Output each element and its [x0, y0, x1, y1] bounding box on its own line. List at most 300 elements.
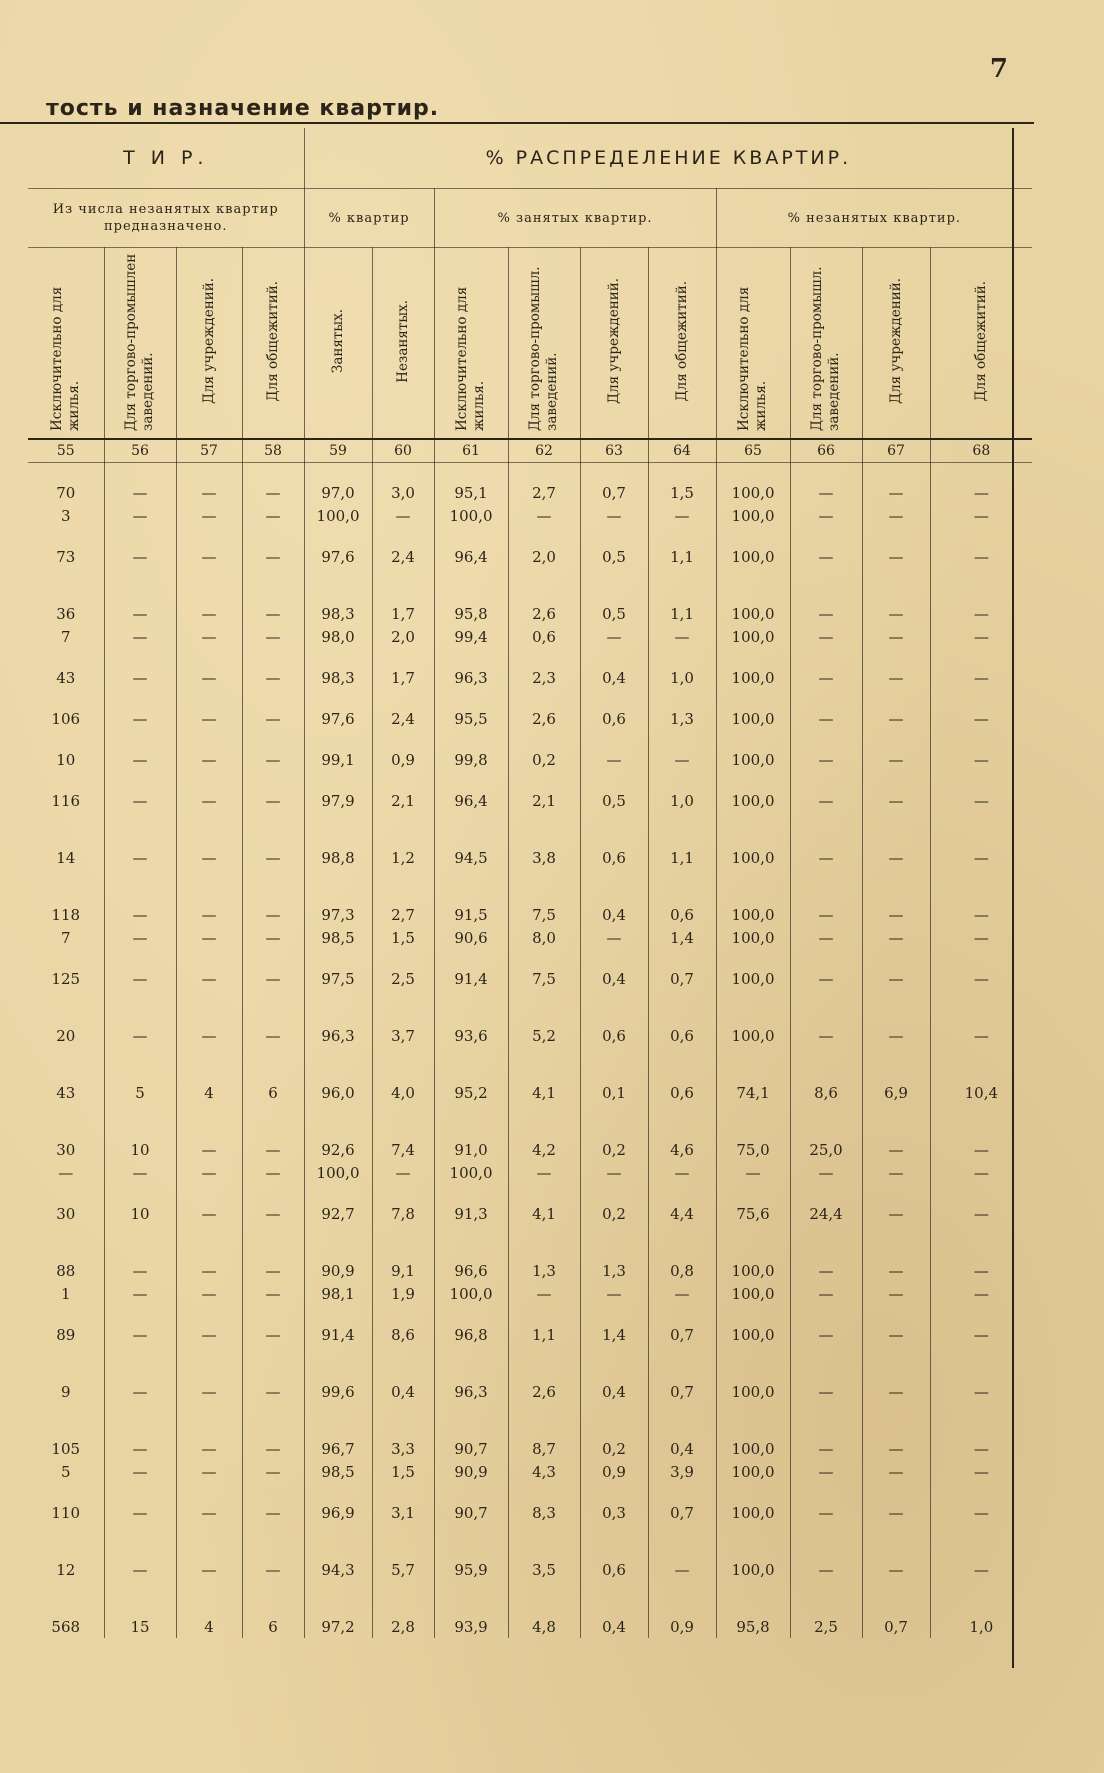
table-cell: 20	[28, 1024, 104, 1047]
table-cell: —	[508, 504, 580, 527]
table-cell: 92,7	[304, 1202, 372, 1225]
spacer-cell	[648, 1184, 716, 1202]
table-cell: 1,9	[372, 1282, 434, 1305]
spacer-cell	[790, 730, 862, 748]
column-header	[580, 248, 648, 440]
table-cell: 0,6	[508, 625, 580, 648]
spacer-cell	[716, 949, 790, 967]
table-cell: —	[28, 1161, 104, 1184]
spacer-cell	[304, 1104, 372, 1138]
spacer-cell	[508, 689, 580, 707]
table-cell: 95,1	[434, 481, 508, 504]
table-cell: —	[973, 791, 989, 810]
table-cell: 100,0	[716, 1380, 790, 1403]
table-cell: —	[790, 926, 862, 949]
table-cell: —	[790, 707, 862, 730]
table-cell: —	[242, 707, 304, 730]
table-cell: 1,4	[580, 1323, 648, 1346]
spacer-cell	[304, 1047, 372, 1081]
spacer-cell	[580, 1305, 648, 1323]
spacer-cell	[434, 568, 508, 602]
spacer-cell	[176, 463, 242, 482]
spacer-cell	[104, 1483, 176, 1501]
header-group-left: Т И Р.	[28, 128, 304, 189]
spacer-cell	[862, 1524, 930, 1558]
table-cell: —	[862, 602, 930, 625]
column-header	[28, 248, 104, 440]
column-header-label: Для общежитий.	[972, 280, 989, 402]
spacer-cell	[716, 869, 790, 903]
spacer-cell	[716, 1184, 790, 1202]
spacer-cell	[716, 527, 790, 545]
spacer-cell	[176, 1184, 242, 1202]
table-cell: 8,6	[790, 1081, 862, 1104]
column-header	[790, 248, 862, 440]
table-cell: 36	[28, 602, 104, 625]
spacer-cell	[508, 1483, 580, 1501]
spacer-cell	[242, 568, 304, 602]
table-cell: 5,2	[508, 1024, 580, 1047]
table-cell: 1,3	[648, 707, 716, 730]
spacer-cell	[434, 1483, 508, 1501]
spacer-cell	[790, 689, 862, 707]
spacer-cell	[930, 527, 1032, 545]
column-number: 64	[648, 439, 716, 463]
spacer-cell	[580, 812, 648, 846]
table-cell: 91,3	[434, 1202, 508, 1225]
spacer-cell	[104, 527, 176, 545]
table-cell: 1,0	[648, 666, 716, 689]
spacer-cell	[242, 869, 304, 903]
table-cell: —	[104, 748, 176, 771]
spacer-cell	[372, 771, 434, 789]
table-cell: —	[862, 1323, 930, 1346]
column-number: 62	[508, 439, 580, 463]
table-cell: 100,0	[716, 1259, 790, 1282]
table-cell: 100,0	[716, 903, 790, 926]
table-row	[28, 602, 1032, 625]
spacer-cell	[716, 1581, 790, 1615]
table-cell: 98,5	[304, 1460, 372, 1483]
table-cell: 12	[28, 1558, 104, 1581]
table-cell: —	[862, 748, 930, 771]
spacer-cell	[508, 1346, 580, 1380]
row-spacer	[28, 689, 1032, 707]
table-cell: 100,0	[434, 504, 508, 527]
spacer-cell	[176, 527, 242, 545]
spacer-cell	[508, 648, 580, 666]
spacer-cell	[716, 1225, 790, 1259]
spacer-cell	[104, 1104, 176, 1138]
column-number: 63	[580, 439, 648, 463]
spacer-cell	[580, 527, 648, 545]
spacer-cell	[242, 1403, 304, 1437]
table-row	[28, 1460, 1032, 1483]
table-cell: 110	[28, 1501, 104, 1524]
table-cell: —	[973, 1140, 989, 1159]
table-cell: 2,6	[508, 1380, 580, 1403]
table-cell: 100,0	[716, 967, 790, 990]
spacer-cell	[508, 527, 580, 545]
table-cell: —	[104, 602, 176, 625]
table-cell: 1,5	[648, 481, 716, 504]
table-cell: —	[790, 602, 862, 625]
table-cell: —	[176, 545, 242, 568]
table-cell: —	[176, 625, 242, 648]
table-cell: 100,0	[716, 1024, 790, 1047]
spacer-cell	[372, 949, 434, 967]
table-cell: —	[862, 1437, 930, 1460]
table-cell: —	[176, 967, 242, 990]
table-cell: 96,3	[434, 666, 508, 689]
table-cell: 4	[176, 1081, 242, 1104]
spacer-cell	[790, 463, 862, 482]
table-cell: —	[580, 1161, 648, 1184]
table-cell: 6	[242, 1081, 304, 1104]
spacer-cell	[176, 1581, 242, 1615]
table-row	[28, 1282, 1032, 1305]
table-cell: 90,6	[434, 926, 508, 949]
spacer-cell	[304, 1524, 372, 1558]
table-cell: —	[176, 1460, 242, 1483]
table-cell: 4	[176, 1615, 242, 1638]
spacer-cell	[434, 648, 508, 666]
table-cell: 98,0	[304, 625, 372, 648]
table-cell: —	[790, 1437, 862, 1460]
table-cell: —	[790, 1161, 862, 1184]
spacer-cell	[862, 1483, 930, 1501]
spacer-cell	[930, 730, 1032, 748]
spacer-cell	[104, 771, 176, 789]
table-cell: 1,7	[372, 666, 434, 689]
table-cell: —	[790, 1259, 862, 1282]
header-group-right: % РАСПРЕДЕЛЕНИЕ КВАРТИР.	[304, 128, 1032, 189]
table-cell: 1,4	[648, 926, 716, 949]
spacer-cell	[930, 990, 1032, 1024]
spacer-cell	[508, 812, 580, 846]
table-cell: —	[973, 1026, 989, 1045]
table-cell: —	[176, 1558, 242, 1581]
table-cell: 2,5	[372, 967, 434, 990]
table-cell: 10	[28, 748, 104, 771]
spacer-cell	[372, 689, 434, 707]
spacer-cell	[930, 463, 1032, 482]
spacer-cell	[790, 812, 862, 846]
spacer-cell	[716, 812, 790, 846]
table-cell: 0,4	[580, 903, 648, 926]
table-cell: —	[790, 1501, 862, 1524]
row-spacer	[28, 949, 1032, 967]
table-cell: —	[790, 967, 862, 990]
spacer-cell	[862, 1225, 930, 1259]
table-cell: 97,9	[304, 789, 372, 812]
table-cell: 2,7	[372, 903, 434, 926]
table-cell: —	[862, 1460, 930, 1483]
spacer-cell	[28, 869, 104, 903]
table-row	[28, 545, 1032, 568]
table-cell: —	[176, 1501, 242, 1524]
table-cell: —	[104, 1437, 176, 1460]
table-cell: 91,0	[434, 1138, 508, 1161]
row-spacer	[28, 730, 1032, 748]
spacer-cell	[176, 949, 242, 967]
spacer-cell	[716, 689, 790, 707]
spacer-cell	[242, 1346, 304, 1380]
spacer-cell	[176, 1305, 242, 1323]
spacer-cell	[104, 730, 176, 748]
table-cell: 94,3	[304, 1558, 372, 1581]
table-cell: —	[790, 789, 862, 812]
spacer-cell	[930, 812, 1032, 846]
spacer-cell	[176, 1225, 242, 1259]
spacer-cell	[104, 1346, 176, 1380]
table-cell: —	[104, 666, 176, 689]
spacer-cell	[930, 1403, 1032, 1437]
table-cell: —	[790, 625, 862, 648]
spacer-cell	[28, 730, 104, 748]
table-cell: 7,5	[508, 903, 580, 926]
column-header-label: Для торгово-промышлен заведений.	[123, 253, 156, 431]
table-cell: —	[862, 1501, 930, 1524]
table-cell: 4,0	[372, 1081, 434, 1104]
spacer-cell	[508, 771, 580, 789]
spacer-cell	[304, 949, 372, 967]
table-cell: 70	[28, 481, 104, 504]
table-cell: 100,0	[716, 748, 790, 771]
table-cell: 4,2	[508, 1138, 580, 1161]
spacer-cell	[790, 990, 862, 1024]
table-cell: 95,2	[434, 1081, 508, 1104]
spacer-cell	[508, 1184, 580, 1202]
table-cell: 3,1	[372, 1501, 434, 1524]
table-cell: —	[862, 707, 930, 730]
table-cell: 7,8	[372, 1202, 434, 1225]
spacer-cell	[862, 1104, 930, 1138]
table-cell: 100,0	[716, 666, 790, 689]
table-cell: 0,7	[648, 1380, 716, 1403]
table-cell: 0,7	[648, 1323, 716, 1346]
table-cell: —	[973, 547, 989, 566]
spacer-cell	[862, 463, 930, 482]
table-cell: 0,4	[580, 1615, 648, 1638]
table-cell: 98,1	[304, 1282, 372, 1305]
column-header-label: Исключительно для жилья.	[736, 286, 770, 431]
table-cell: 3,3	[372, 1437, 434, 1460]
column-number: 60	[372, 439, 434, 463]
spacer-cell	[790, 527, 862, 545]
column-number: 68	[930, 439, 1032, 463]
table-cell: 5,7	[372, 1558, 434, 1581]
table-cell: 95,8	[716, 1615, 790, 1638]
spacer-cell	[28, 990, 104, 1024]
column-header-label: Для учреждений.	[887, 278, 904, 404]
spacer-cell	[580, 990, 648, 1024]
table-cell: 0,3	[580, 1501, 648, 1524]
table-cell: —	[648, 504, 716, 527]
table-cell: —	[862, 625, 930, 648]
table-cell: 0,2	[580, 1202, 648, 1225]
table-cell: —	[973, 627, 989, 646]
table-cell: —	[176, 748, 242, 771]
table-cell: —	[242, 903, 304, 926]
table-row	[28, 1615, 1032, 1638]
table-cell: 2,1	[508, 789, 580, 812]
spacer-cell	[716, 990, 790, 1024]
column-header	[716, 248, 790, 440]
row-spacer	[28, 568, 1032, 602]
spacer-cell	[508, 463, 580, 482]
spacer-cell	[242, 730, 304, 748]
table-cell: 100,0	[716, 481, 790, 504]
spacer-cell	[580, 1403, 648, 1437]
spacer-cell	[862, 771, 930, 789]
table-cell: —	[862, 903, 930, 926]
table-cell: 2,8	[372, 1615, 434, 1638]
table-cell: 96,8	[434, 1323, 508, 1346]
column-number: 57	[176, 439, 242, 463]
spacer-cell	[790, 1184, 862, 1202]
table-cell: 6,9	[862, 1081, 930, 1104]
subheader-pct-apartments: % квартир	[304, 189, 434, 248]
spacer-cell	[648, 1581, 716, 1615]
table-cell: —	[104, 545, 176, 568]
row-spacer	[28, 1184, 1032, 1202]
spacer-cell	[648, 730, 716, 748]
table-row	[28, 1380, 1032, 1403]
table-cell: 0,8	[648, 1259, 716, 1282]
table-cell: —	[104, 625, 176, 648]
row-spacer	[28, 1483, 1032, 1501]
spacer-cell	[716, 1483, 790, 1501]
row-spacer	[28, 869, 1032, 903]
table-cell: —	[104, 1558, 176, 1581]
table-cell: —	[862, 1138, 930, 1161]
spacer-cell	[648, 689, 716, 707]
row-spacer	[28, 1403, 1032, 1437]
table-cell: —	[104, 1501, 176, 1524]
table-row	[28, 666, 1032, 689]
column-header-label: Для учреждений.	[605, 278, 622, 404]
spacer-cell	[434, 990, 508, 1024]
spacer-cell	[648, 1225, 716, 1259]
table-row	[28, 625, 1032, 648]
spacer-cell	[372, 1305, 434, 1323]
spacer-cell	[648, 949, 716, 967]
table-row	[28, 789, 1032, 812]
spacer-cell	[930, 1047, 1032, 1081]
spacer-cell	[434, 1305, 508, 1323]
spacer-cell	[716, 1104, 790, 1138]
table-cell: —	[790, 545, 862, 568]
table-cell: 1,3	[580, 1259, 648, 1282]
table-cell: —	[176, 789, 242, 812]
table-cell: —	[104, 967, 176, 990]
table-cell: —	[176, 707, 242, 730]
table-cell: 2,6	[508, 602, 580, 625]
spacer-cell	[304, 869, 372, 903]
spacer-cell	[28, 1305, 104, 1323]
spacer-cell	[242, 1524, 304, 1558]
table-cell: 0,5	[580, 545, 648, 568]
table-cell: —	[648, 1161, 716, 1184]
spacer-cell	[372, 1403, 434, 1437]
table-cell: 95,9	[434, 1558, 508, 1581]
spacer-cell	[242, 771, 304, 789]
column-number: 55	[28, 439, 104, 463]
table-cell: 3,7	[372, 1024, 434, 1047]
column-header	[508, 248, 580, 440]
table-cell: 0,2	[580, 1138, 648, 1161]
spacer-cell	[930, 1483, 1032, 1501]
table-cell: —	[242, 748, 304, 771]
table-cell: 1	[28, 1282, 104, 1305]
table-cell: —	[790, 1460, 862, 1483]
table-cell: —	[242, 926, 304, 949]
table-cell: —	[176, 1437, 242, 1460]
table-cell: —	[790, 1024, 862, 1047]
table-cell: 5	[28, 1460, 104, 1483]
table-cell: 1,0	[969, 1617, 994, 1636]
spacer-cell	[580, 568, 648, 602]
spacer-cell	[28, 1346, 104, 1380]
spacer-cell	[930, 1184, 1032, 1202]
table-cell: 10	[104, 1138, 176, 1161]
table-cell: 98,5	[304, 926, 372, 949]
table-cell: 96,0	[304, 1081, 372, 1104]
spacer-cell	[372, 1104, 434, 1138]
spacer-cell	[304, 1184, 372, 1202]
table-cell: —	[790, 903, 862, 926]
spacer-cell	[28, 689, 104, 707]
spacer-cell	[862, 1581, 930, 1615]
table-cell: —	[790, 666, 862, 689]
table-cell: 9	[28, 1380, 104, 1403]
table-cell: —	[242, 625, 304, 648]
spacer-cell	[648, 990, 716, 1024]
spacer-cell	[242, 812, 304, 846]
spacer-cell	[862, 1346, 930, 1380]
table-cell: 2,4	[372, 707, 434, 730]
table-cell: —	[580, 748, 648, 771]
spacer-cell	[28, 812, 104, 846]
spacer-cell	[28, 1047, 104, 1081]
spacer-cell	[176, 869, 242, 903]
spacer-cell	[930, 1346, 1032, 1380]
column-number: 61	[434, 439, 508, 463]
table-cell: —	[973, 506, 989, 525]
table-cell: —	[242, 846, 304, 869]
table-cell: 106	[28, 707, 104, 730]
spacer-cell	[372, 990, 434, 1024]
table-row	[28, 1501, 1032, 1524]
table-cell: 100,0	[716, 1460, 790, 1483]
spacer-cell	[372, 568, 434, 602]
table-cell: 7	[28, 926, 104, 949]
spacer-cell	[372, 730, 434, 748]
table-row	[28, 1437, 1032, 1460]
table-cell: 100,0	[716, 1437, 790, 1460]
table-cell: —	[242, 1380, 304, 1403]
spacer-cell	[242, 1047, 304, 1081]
spacer-cell	[372, 1346, 434, 1380]
column-header	[930, 248, 1032, 440]
table-cell: —	[242, 602, 304, 625]
table-cell: —	[104, 789, 176, 812]
spacer-cell	[580, 689, 648, 707]
table-cell: —	[973, 1560, 989, 1579]
column-number: 65	[716, 439, 790, 463]
table-cell: 99,6	[304, 1380, 372, 1403]
